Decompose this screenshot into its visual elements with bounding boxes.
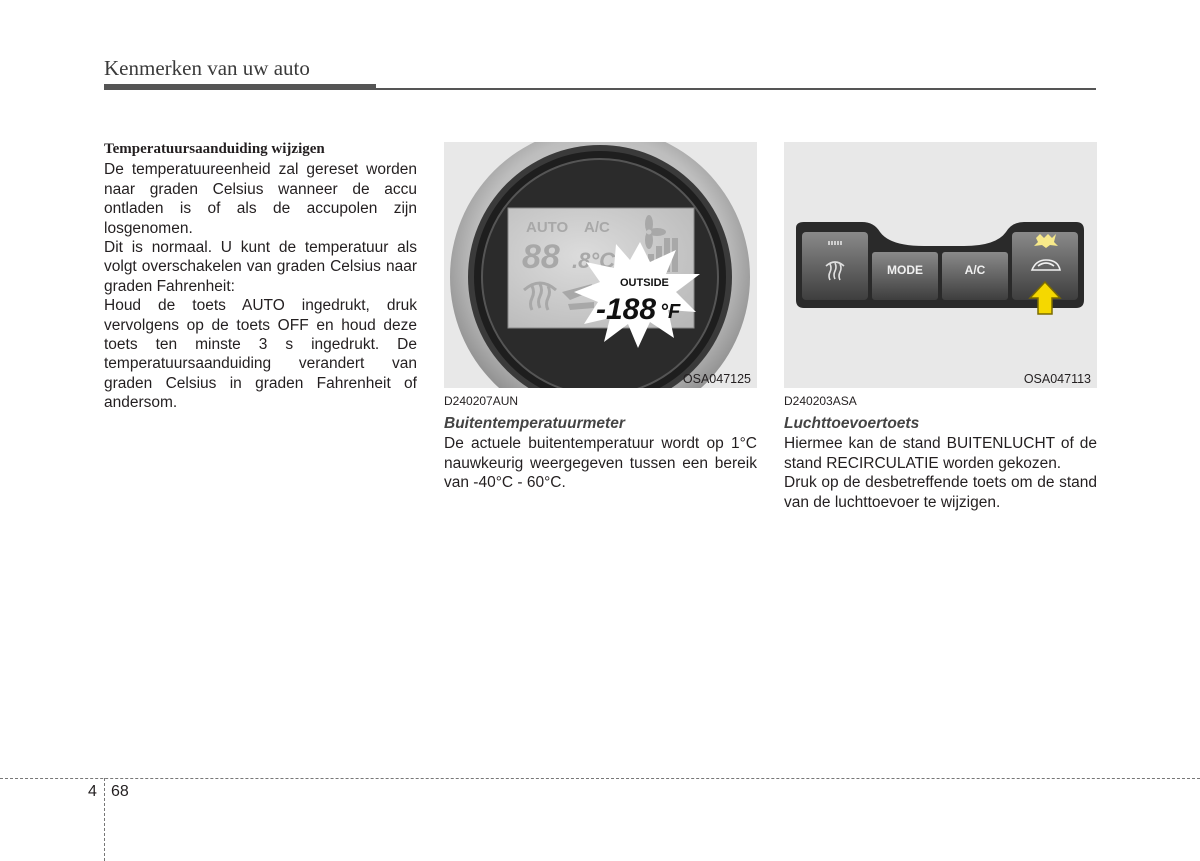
paragraph: Dit is normaal. U kunt de temperatuur als volgt overschakelen van graden Celsius naar graden Fahrenheit: <box>104 239 417 295</box>
lcd-ac-label: A/C <box>584 219 610 236</box>
ac-button-label: A/C <box>964 263 986 277</box>
outside-temperature-unit: °F <box>660 301 681 323</box>
paragraph: Druk op de desbetreffende toets om de stand van de luchttoevoer te wijzigen. <box>784 474 1097 511</box>
column-air-intake <box>784 394 1097 512</box>
paragraph: De actuele buitentemperatuur wordt op 1°C nauwkeurig weergegeven tussen een bereik van -40°C - 60°C. <box>444 435 757 492</box>
chapter-number: 4 <box>88 783 97 800</box>
control-panel-illustration <box>784 142 1097 388</box>
footer-divider <box>0 778 1200 779</box>
paragraph: Houd de toets AUTO ingedrukt, druk vervolgens op de toets OFF en houd deze toets ten minste 3 s ingedrukt. De temperatuursaanduiding verandert van graden Celsius in graden Fahrenheit of andersom. <box>104 297 417 412</box>
footer-vertical-divider <box>104 778 105 861</box>
paragraph: Hiermee kan de stand BUITENLUCHT of de stand RECIRCULATIE worden gekozen. <box>784 435 1097 472</box>
figure-code: OSA047125 <box>682 372 751 386</box>
figure-outside-temp-display <box>444 142 757 388</box>
reference-code: D240203ASA <box>784 394 857 408</box>
outside-label: OUTSIDE <box>620 277 669 289</box>
page-number: 68 <box>111 783 129 800</box>
figure-code: OSA047113 <box>1023 372 1091 386</box>
section-subheading: Luchttoevoertoets <box>784 415 920 432</box>
column-temperature-unit <box>104 140 417 413</box>
outside-temperature-value: -188 <box>596 293 657 326</box>
figure-air-intake-button <box>784 142 1097 388</box>
mode-button-label: MODE <box>887 263 923 277</box>
column-outside-temperature <box>444 394 757 493</box>
paragraph: De temperatuureenheid zal gereset worden naar graden Celsius wanneer de accu ontladen is of als de accupolen zijn losgenomen. <box>104 161 417 237</box>
page-header-title: Kenmerken van uw auto <box>104 56 310 80</box>
lcd-temperature: 88 <box>522 238 560 276</box>
reference-code: D240207AUN <box>444 394 519 408</box>
lcd-temperature-unit: .8°C <box>572 248 616 273</box>
lcd-auto-label: AUTO <box>526 219 569 236</box>
climate-display-illustration <box>444 142 757 388</box>
section-subheading: Buitentemperatuurmeter <box>444 415 625 432</box>
header-rule-thin <box>104 88 1096 90</box>
section-heading: Temperatuursaanduiding wijzigen <box>104 141 325 157</box>
